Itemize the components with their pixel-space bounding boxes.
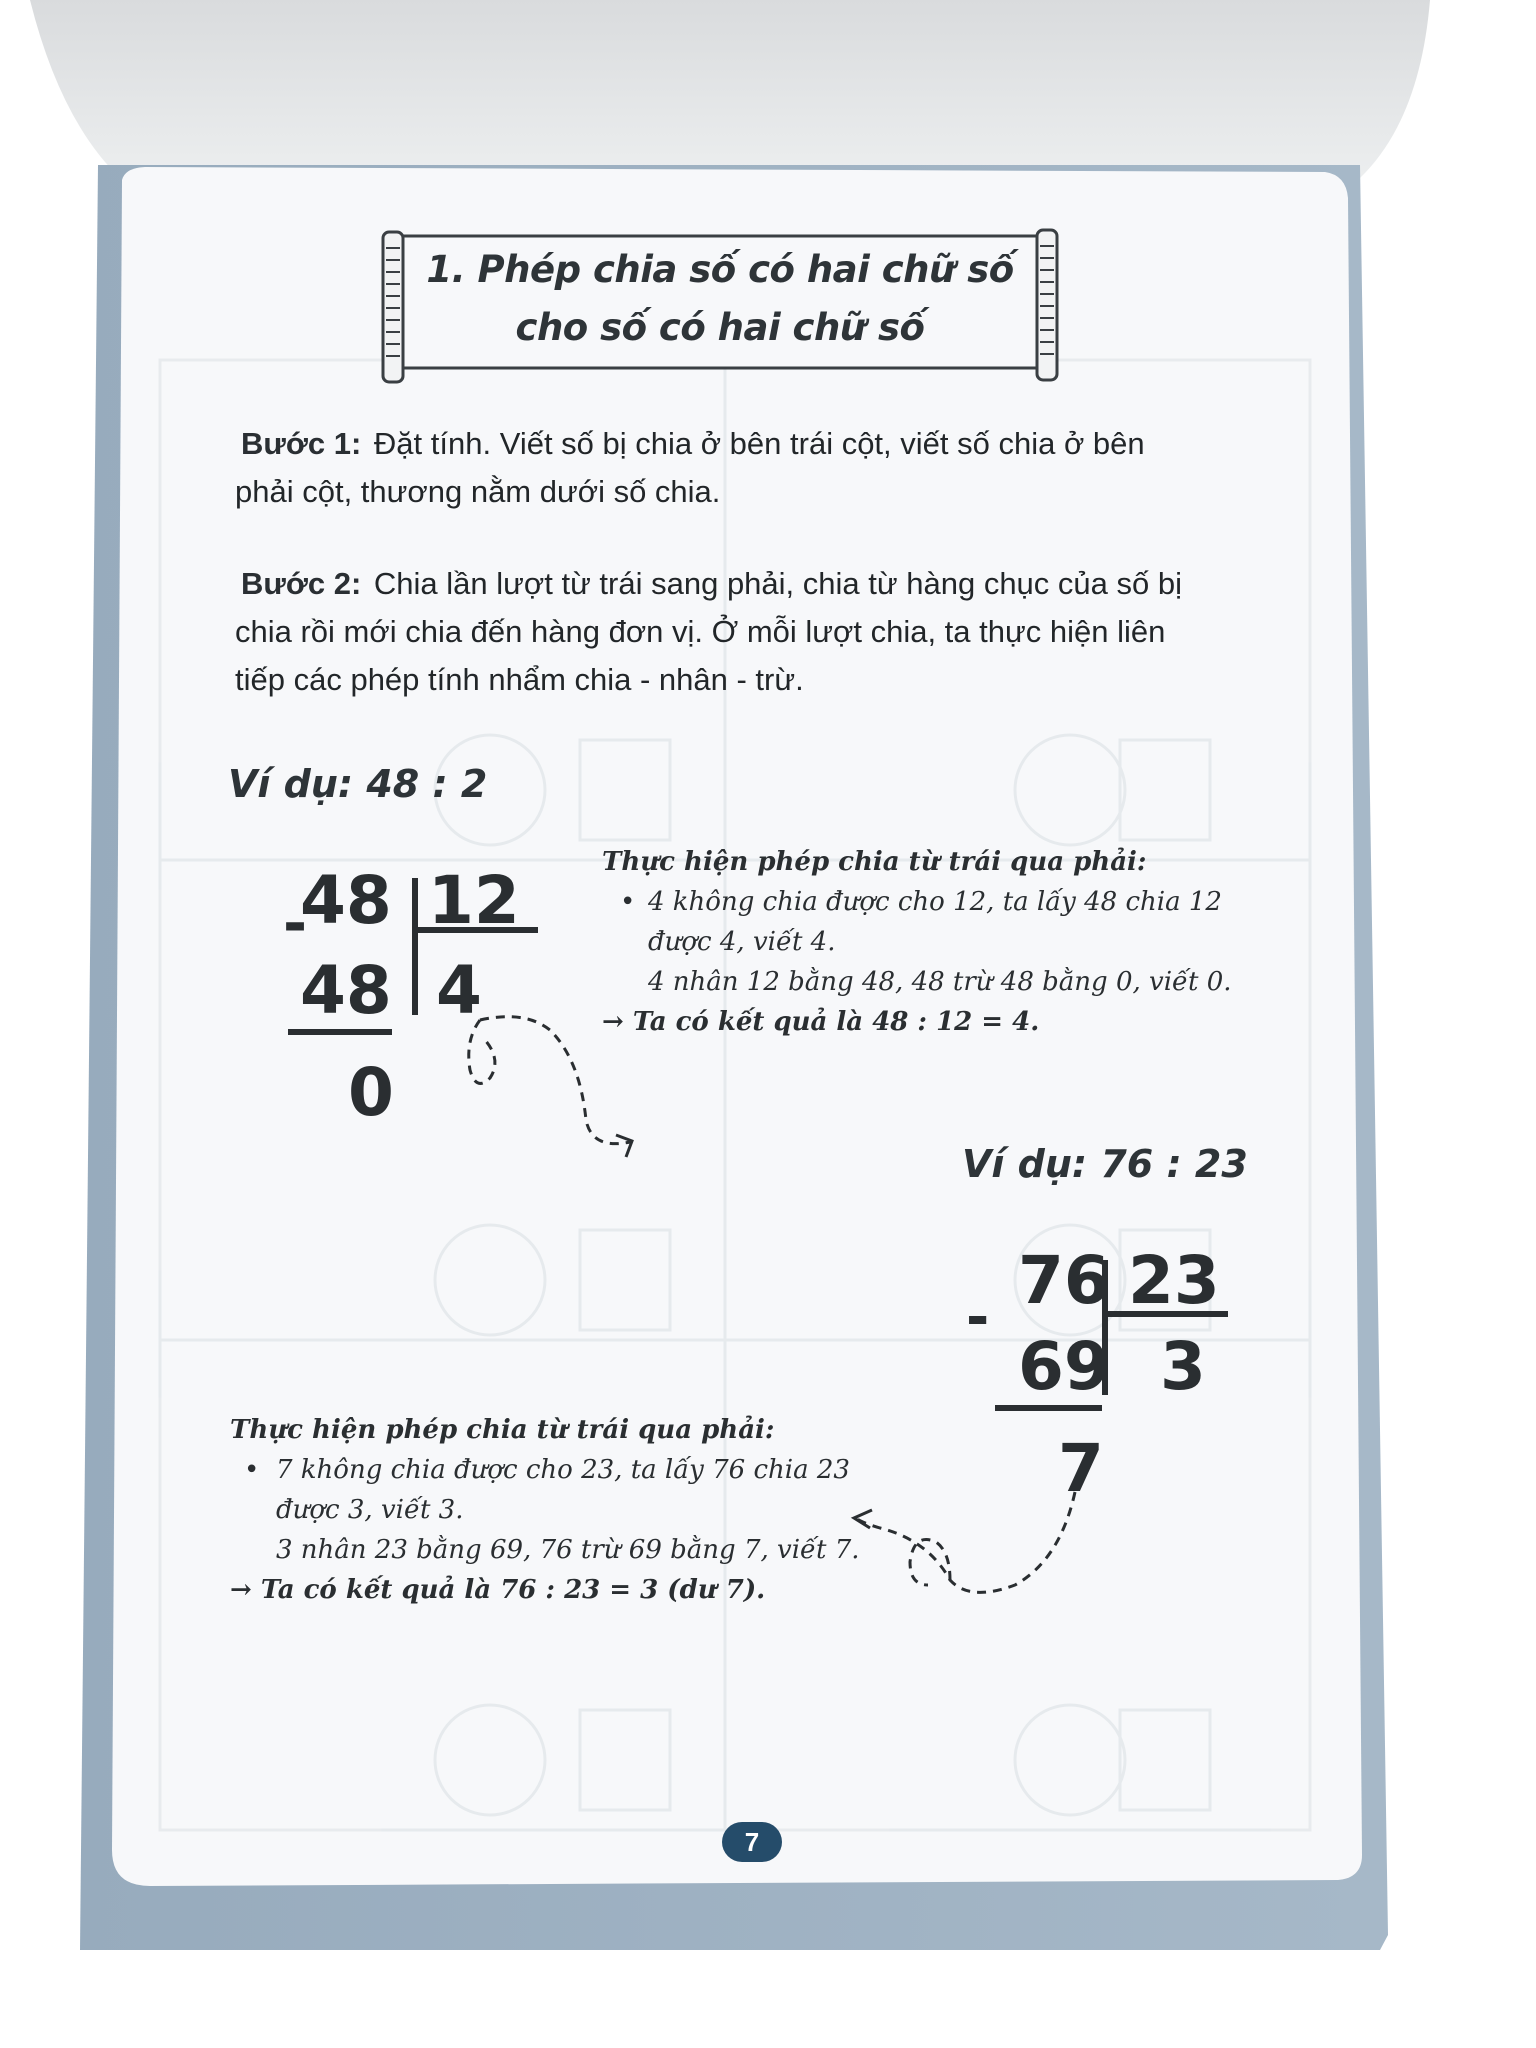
ex1-remainder: 0 (348, 1054, 394, 1131)
step-2 (235, 560, 1275, 704)
ex2-remainder: 7 (1058, 1430, 1104, 1507)
ex1-line-2: được 4, viết 4. (648, 927, 836, 957)
example-2-explanation (230, 1410, 910, 1610)
step-1-line-2: phải cột, thương nằm dưới số chia. (235, 474, 721, 509)
ex1-line-1: 4 không chia được cho 12, ta lấy 48 chia 12 (648, 887, 1222, 917)
title-line-1: 1. Phép chia số có hai chữ số (426, 248, 1014, 291)
ex2-divisor: 23 (1128, 1242, 1220, 1319)
example-1-title: Ví dụ: 48 : 2 (228, 762, 488, 806)
bullet-icon: • (620, 887, 636, 917)
ex2-quotient: 3 (1160, 1328, 1206, 1405)
page-number-badge: 7 (722, 1822, 782, 1862)
ex2-line-1: 7 không chia được cho 23, ta lấy 76 chia 23 (276, 1455, 850, 1485)
ex2-heading: Thực hiện phép chia từ trái qua phải: (230, 1415, 775, 1445)
ex1-division-lines (280, 860, 640, 1160)
ex1-heading: Thực hiện phép chia từ trái qua phải: (602, 847, 1147, 877)
ex2-line-3: 3 nhân 23 bằng 69, 76 trừ 69 bằng 7, viết 7. (276, 1535, 860, 1565)
curled-page (30, 0, 1430, 178)
title-block (375, 228, 1065, 384)
ex2-product: 69 (1018, 1328, 1110, 1405)
bullet-icon: • (244, 1455, 260, 1485)
ex2-result: → Ta có kết quả là 76 : 23 = 3 (dư 7). (230, 1575, 766, 1605)
step-2-line-2: chia rồi mới chia đến hàng đơn vị. Ở mỗi lượt chia, ta thực hiện liên (235, 614, 1166, 649)
ex1-line-3: 4 nhân 12 bằng 48, 48 trừ 48 bằng 0, viết 0. (648, 967, 1232, 997)
title-line-2: cho số có hai chữ số (515, 306, 925, 349)
step-1 (235, 420, 1275, 516)
ex1-dividend: 48 (300, 862, 392, 939)
example-1-explanation (602, 842, 1282, 1042)
step-2-line-3: tiếp các phép tính nhẩm chia - nhân - trừ. (235, 662, 804, 697)
ex2-dividend: 76 (1018, 1242, 1110, 1319)
ex1-result: → Ta có kết quả là 48 : 12 = 4. (602, 1007, 1040, 1037)
example-2-title: Ví dụ: 76 : 23 (962, 1142, 1248, 1186)
ex2-line-2: được 3, viết 3. (276, 1495, 464, 1525)
ex1-product: 48 (300, 952, 392, 1029)
step-1-line-1: Đặt tính. Viết số bị chia ở bên trái cột, viết số chia ở bên (365, 426, 1145, 461)
ex1-divisor: 12 (428, 862, 520, 939)
ex2-minus: - (966, 1285, 990, 1350)
step-2-label: Bước 2: (241, 566, 362, 601)
step-1-label: Bước 1: (241, 426, 362, 461)
ex1-minus: - (283, 889, 308, 957)
step-2-line-1: Chia lần lượt từ trái sang phải, chia từ hàng chục của số bị (365, 566, 1182, 601)
ex1-quotient: 4 (436, 952, 482, 1029)
